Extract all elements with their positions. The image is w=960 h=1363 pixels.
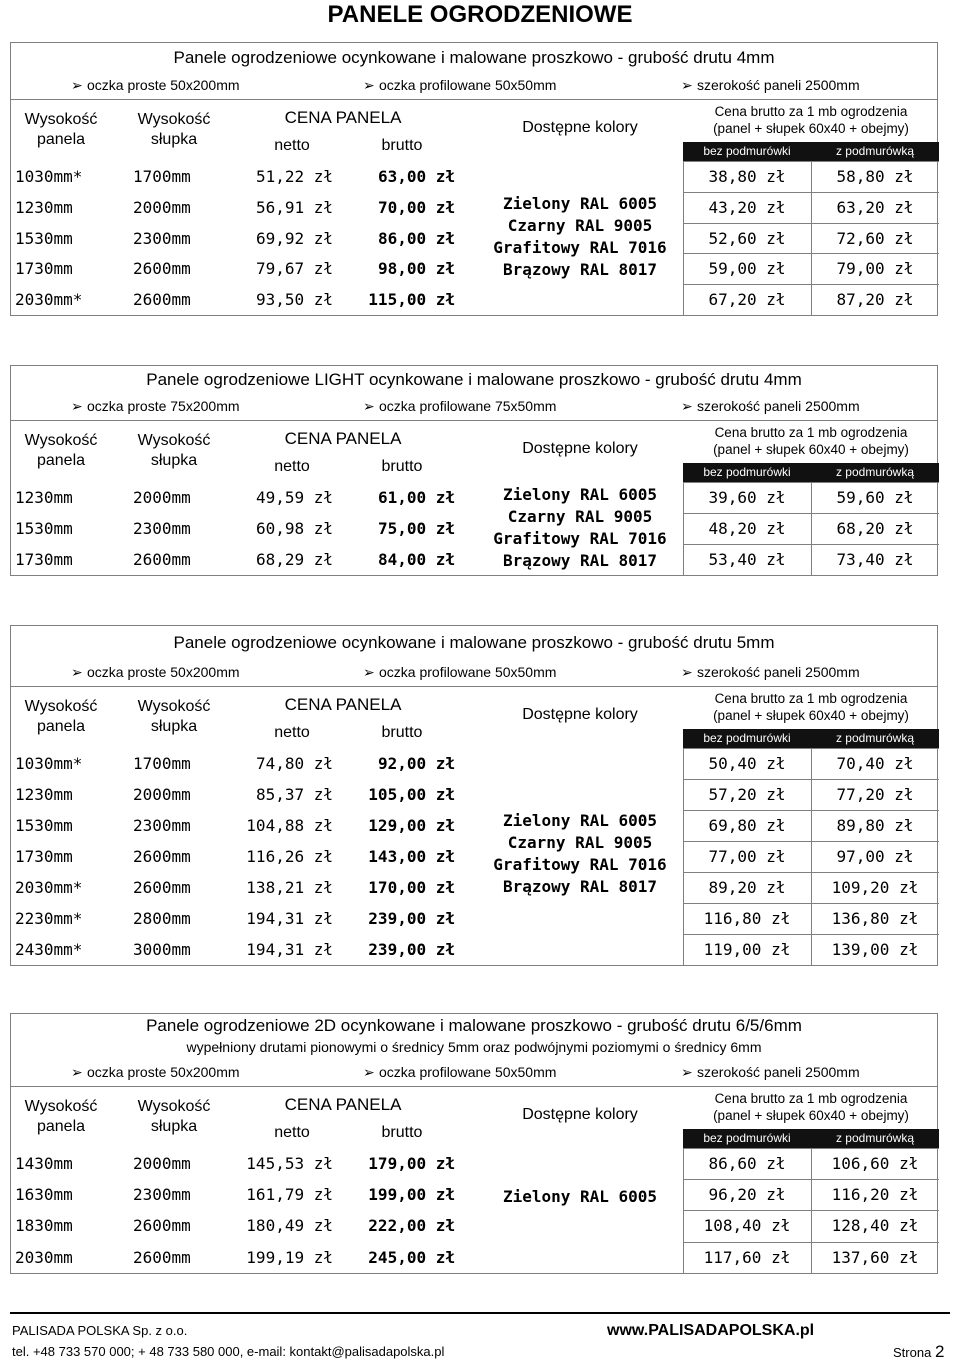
price-with-foundation: 136,80 zł bbox=[831, 909, 919, 928]
price-net: 194,31 zł bbox=[246, 940, 333, 959]
section-features bbox=[11, 394, 937, 420]
table-header bbox=[11, 686, 937, 748]
table-row bbox=[11, 748, 939, 779]
header-panel-price: CENA PANELA bbox=[284, 695, 402, 714]
table-row bbox=[11, 934, 939, 965]
price-without-foundation: 116,80 zł bbox=[703, 909, 791, 928]
price-net: 56,91 zł bbox=[255, 198, 333, 217]
feature-label: szerokość paneli 2500mm bbox=[697, 1064, 860, 1080]
arrow-bullet-icon: ➢ bbox=[363, 78, 375, 94]
feature-item bbox=[71, 77, 240, 94]
price-with-foundation: 97,00 zł bbox=[836, 847, 914, 866]
footer-page-number: Strona 2 bbox=[893, 1342, 945, 1361]
header-with-foundation: z podmurówką bbox=[835, 731, 915, 745]
panel-height: 1730mm bbox=[15, 550, 73, 569]
post-height: 3000mm bbox=[133, 940, 191, 959]
price-gross: 61,00 zł bbox=[377, 488, 455, 507]
price-net: 51,22 zł bbox=[255, 167, 333, 186]
post-height: 2600mm bbox=[133, 550, 191, 569]
feature-item bbox=[681, 77, 860, 94]
price-with-foundation: 70,40 zł bbox=[836, 754, 914, 773]
price-without-foundation: 119,00 zł bbox=[703, 940, 791, 959]
price-section bbox=[10, 1013, 938, 1274]
post-height: 2800mm bbox=[133, 909, 191, 928]
post-height: 2600mm bbox=[133, 1216, 191, 1235]
feature-item bbox=[363, 77, 556, 94]
feature-item bbox=[681, 398, 860, 415]
price-without-foundation: 59,00 zł bbox=[708, 259, 786, 278]
post-height: 2000mm bbox=[133, 488, 191, 507]
price-with-foundation: 89,80 zł bbox=[836, 816, 914, 835]
header-gross: brutto bbox=[381, 137, 423, 154]
price-with-foundation: 59,60 zł bbox=[836, 488, 914, 507]
table-row bbox=[11, 1148, 939, 1179]
table-body bbox=[11, 161, 937, 315]
price-without-foundation: 50,40 zł bbox=[708, 754, 786, 773]
header-with-foundation: z podmurówką bbox=[835, 465, 915, 479]
header-panel-price: CENA PANELA bbox=[284, 1095, 402, 1114]
post-height: 2300mm bbox=[133, 229, 191, 248]
header-post-height: Wysokość słupka bbox=[137, 111, 211, 148]
footer-divider bbox=[10, 1312, 950, 1314]
price-gross: 143,00 zł bbox=[368, 847, 455, 866]
price-gross: 98,00 zł bbox=[377, 259, 455, 278]
panel-height: 1830mm bbox=[15, 1216, 73, 1235]
feature-item bbox=[363, 398, 556, 415]
footer-contact: tel. +48 733 570 000; + 48 733 580 000, e-mail: kontakt@palisadapolska.pl bbox=[12, 1344, 445, 1359]
price-with-foundation: 128,40 zł bbox=[831, 1216, 919, 1235]
feature-item bbox=[71, 1064, 240, 1081]
grid-line bbox=[811, 161, 812, 315]
color-item: Czarny RAL 9005 bbox=[507, 507, 653, 526]
section-subtitle: wypełniony drutami pionowymi o średnicy 5mm oraz podwójnymi poziomymi o średnicy 6mm bbox=[186, 1039, 762, 1055]
price-gross: 105,00 zł bbox=[368, 785, 455, 804]
price-net: 180,49 zł bbox=[246, 1216, 333, 1235]
arrow-bullet-icon: ➢ bbox=[71, 665, 83, 681]
price-with-foundation: 73,40 zł bbox=[836, 550, 914, 569]
feature-item bbox=[71, 664, 240, 681]
available-colors bbox=[475, 1186, 685, 1208]
price-with-foundation: 77,20 zł bbox=[836, 785, 914, 804]
price-gross: 115,00 zł bbox=[368, 290, 455, 309]
price-net: 145,53 zł bbox=[246, 1154, 333, 1173]
price-gross: 179,00 zł bbox=[368, 1154, 455, 1173]
price-net: 79,67 zł bbox=[255, 259, 333, 278]
feature-item bbox=[363, 664, 556, 681]
price-section bbox=[10, 42, 938, 316]
header-panel-height: Wysokość panela bbox=[24, 432, 98, 469]
header-colors: Dostępne kolory bbox=[522, 706, 638, 723]
price-net: 68,29 zł bbox=[255, 550, 333, 569]
feature-label: szerokość paneli 2500mm bbox=[697, 398, 860, 414]
price-without-foundation: 52,60 zł bbox=[708, 229, 786, 248]
header-foundation-bar bbox=[683, 729, 939, 748]
price-net: 85,37 zł bbox=[255, 785, 333, 804]
price-net: 104,88 zł bbox=[246, 816, 333, 835]
section-features bbox=[11, 1060, 937, 1086]
arrow-bullet-icon: ➢ bbox=[71, 1065, 83, 1081]
post-height: 2600mm bbox=[133, 290, 191, 309]
header-panel-height: Wysokość panela bbox=[24, 111, 98, 148]
price-net: 49,59 zł bbox=[255, 488, 333, 507]
header-net: netto bbox=[274, 137, 310, 154]
price-with-foundation: 79,00 zł bbox=[836, 259, 914, 278]
arrow-bullet-icon: ➢ bbox=[71, 399, 83, 415]
price-without-foundation: 57,20 zł bbox=[708, 785, 786, 804]
feature-label: oczka proste 50x200mm bbox=[87, 664, 240, 680]
price-without-foundation: 117,60 zł bbox=[703, 1248, 791, 1267]
price-with-foundation: 106,60 zł bbox=[831, 1154, 919, 1173]
arrow-bullet-icon: ➢ bbox=[681, 399, 693, 415]
header-net: netto bbox=[274, 458, 310, 475]
section-title: Panele ogrodzeniowe ocynkowane i malowane proszkowo - grubość drutu 4mm bbox=[173, 48, 775, 67]
price-net: 116,26 zł bbox=[246, 847, 333, 866]
price-section bbox=[10, 365, 938, 576]
section-features bbox=[11, 73, 937, 99]
color-item: Grafitowy RAL 7016 bbox=[493, 529, 667, 548]
price-with-foundation: 72,60 zł bbox=[836, 229, 914, 248]
panel-height: 1530mm bbox=[15, 519, 73, 538]
header-with-foundation: z podmurówką bbox=[835, 144, 915, 158]
price-gross: 222,00 zł bbox=[368, 1216, 455, 1235]
available-colors bbox=[475, 193, 685, 281]
color-item: Zielony RAL 6005 bbox=[502, 194, 658, 213]
price-without-foundation: 53,40 zł bbox=[708, 550, 786, 569]
header-without-foundation: bez podmurówki bbox=[703, 465, 791, 479]
panel-height: 1530mm bbox=[15, 816, 73, 835]
panel-height: 1630mm bbox=[15, 1185, 73, 1204]
feature-item bbox=[681, 664, 860, 681]
section-title: Panele ogrodzeniowe ocynkowane i malowane proszkowo - grubość drutu 5mm bbox=[173, 633, 775, 652]
panel-height: 2030mm* bbox=[15, 290, 83, 309]
panel-height: 2030mm* bbox=[15, 878, 83, 897]
panel-height: 1730mm bbox=[15, 259, 73, 278]
header-post-height: Wysokość słupka bbox=[137, 698, 211, 735]
feature-label: oczka proste 50x200mm bbox=[87, 1064, 240, 1080]
table-header bbox=[11, 420, 937, 482]
header-panel-height: Wysokość panela bbox=[24, 698, 98, 735]
price-without-foundation: 96,20 zł bbox=[708, 1185, 786, 1204]
panel-height: 2430mm* bbox=[15, 940, 83, 959]
header-with-foundation: z podmurówką bbox=[835, 1131, 915, 1145]
section-title: Panele ogrodzeniowe 2D ocynkowane i malowane proszkowo - grubość drutu 6/5/6mm bbox=[146, 1016, 802, 1035]
feature-item bbox=[681, 1064, 860, 1081]
price-without-foundation: 108,40 zł bbox=[703, 1216, 791, 1235]
header-gross: brutto bbox=[381, 1124, 423, 1141]
post-height: 2000mm bbox=[133, 198, 191, 217]
panel-height: 1030mm* bbox=[15, 754, 83, 773]
arrow-bullet-icon: ➢ bbox=[363, 399, 375, 415]
arrow-bullet-icon: ➢ bbox=[71, 78, 83, 94]
header-price-per-meter: Cena brutto za 1 mb ogrodzenia (panel + słupek 60x40 + obejmy) bbox=[713, 1091, 909, 1123]
table-row bbox=[11, 161, 939, 192]
price-gross: 75,00 zł bbox=[377, 519, 455, 538]
price-without-foundation: 38,80 zł bbox=[708, 167, 786, 186]
price-without-foundation: 67,20 zł bbox=[708, 290, 786, 309]
page-title: PANELE OGRODZENIOWE bbox=[327, 1, 633, 28]
footer-company: PALISADA POLSKA Sp. z o.o. bbox=[12, 1323, 188, 1338]
panel-height: 1230mm bbox=[15, 488, 73, 507]
header-foundation-bar bbox=[683, 142, 939, 161]
arrow-bullet-icon: ➢ bbox=[363, 1065, 375, 1081]
price-gross: 129,00 zł bbox=[368, 816, 455, 835]
header-colors: Dostępne kolory bbox=[522, 440, 638, 457]
price-gross: 84,00 zł bbox=[377, 550, 455, 569]
panel-height: 2030mm bbox=[15, 1248, 73, 1267]
panel-height: 2230mm* bbox=[15, 909, 83, 928]
header-panel-price: CENA PANELA bbox=[284, 429, 402, 448]
price-gross: 245,00 zł bbox=[368, 1248, 455, 1267]
price-without-foundation: 48,20 zł bbox=[708, 519, 786, 538]
header-without-foundation: bez podmurówki bbox=[703, 731, 791, 745]
feature-item bbox=[363, 1064, 556, 1081]
header-colors: Dostępne kolory bbox=[522, 119, 638, 136]
post-height: 2300mm bbox=[133, 816, 191, 835]
header-without-foundation: bez podmurówki bbox=[703, 1131, 791, 1145]
post-height: 2300mm bbox=[133, 1185, 191, 1204]
post-height: 2600mm bbox=[133, 259, 191, 278]
grid-line bbox=[811, 482, 812, 575]
color-item: Grafitowy RAL 7016 bbox=[493, 855, 667, 874]
price-with-foundation: 87,20 zł bbox=[836, 290, 914, 309]
price-gross: 63,00 zł bbox=[377, 167, 455, 186]
table-header bbox=[11, 1086, 937, 1148]
price-gross: 86,00 zł bbox=[377, 229, 455, 248]
panel-height: 1230mm bbox=[15, 198, 73, 217]
price-without-foundation: 86,60 zł bbox=[708, 1154, 786, 1173]
arrow-bullet-icon: ➢ bbox=[681, 665, 693, 681]
panel-height: 1730mm bbox=[15, 847, 73, 866]
header-foundation-bar bbox=[683, 463, 939, 482]
arrow-bullet-icon: ➢ bbox=[681, 1065, 693, 1081]
price-section bbox=[10, 625, 938, 966]
price-with-foundation: 116,20 zł bbox=[831, 1185, 919, 1204]
price-without-foundation: 77,00 zł bbox=[708, 847, 786, 866]
panel-height: 1530mm bbox=[15, 229, 73, 248]
section-features bbox=[11, 660, 937, 686]
feature-label: szerokość paneli 2500mm bbox=[697, 664, 860, 680]
arrow-bullet-icon: ➢ bbox=[363, 665, 375, 681]
table-body bbox=[11, 1148, 937, 1273]
header-foundation-bar bbox=[683, 1129, 939, 1148]
color-item: Zielony RAL 6005 bbox=[502, 811, 658, 830]
price-without-foundation: 89,20 zł bbox=[708, 878, 786, 897]
color-item: Zielony RAL 6005 bbox=[502, 1187, 658, 1206]
price-net: 93,50 zł bbox=[255, 290, 333, 309]
footer-website: www.PALISADAPOLSKA.pl bbox=[607, 1322, 815, 1339]
price-with-foundation: 137,60 zł bbox=[831, 1248, 919, 1267]
price-gross: 170,00 zł bbox=[368, 878, 455, 897]
post-height: 2600mm bbox=[133, 1248, 191, 1267]
color-item: Czarny RAL 9005 bbox=[507, 833, 653, 852]
header-colors: Dostępne kolory bbox=[522, 1106, 638, 1123]
feature-label: oczka profilowane 50x50mm bbox=[379, 1064, 557, 1080]
header-gross: brutto bbox=[381, 458, 423, 475]
header-panel-height: Wysokość panela bbox=[24, 1098, 98, 1135]
header-price-per-meter: Cena brutto za 1 mb ogrodzenia (panel + słupek 60x40 + obejmy) bbox=[713, 104, 909, 136]
post-height: 1700mm bbox=[133, 754, 191, 773]
table-row bbox=[11, 284, 939, 315]
available-colors bbox=[475, 810, 685, 898]
table-row bbox=[11, 903, 939, 934]
price-gross: 239,00 zł bbox=[368, 909, 455, 928]
price-gross: 239,00 zł bbox=[368, 940, 455, 959]
price-with-foundation: 63,20 zł bbox=[836, 198, 914, 217]
price-without-foundation: 43,20 zł bbox=[708, 198, 786, 217]
grid-line bbox=[683, 1148, 684, 1273]
header-panel-price: CENA PANELA bbox=[284, 108, 402, 127]
price-net: 161,79 zł bbox=[246, 1185, 333, 1204]
post-height: 1700mm bbox=[133, 167, 191, 186]
post-height: 2600mm bbox=[133, 847, 191, 866]
price-with-foundation: 68,20 zł bbox=[836, 519, 914, 538]
price-with-foundation: 139,00 zł bbox=[831, 940, 919, 959]
price-with-foundation: 109,20 zł bbox=[831, 878, 919, 897]
table-row bbox=[11, 779, 939, 810]
table-row bbox=[11, 1210, 939, 1241]
arrow-bullet-icon: ➢ bbox=[681, 78, 693, 94]
price-net: 69,92 zł bbox=[255, 229, 333, 248]
color-item: Grafitowy RAL 7016 bbox=[493, 238, 667, 257]
header-post-height: Wysokość słupka bbox=[137, 432, 211, 469]
feature-label: oczka profilowane 50x50mm bbox=[379, 664, 557, 680]
feature-label: oczka profilowane 75x50mm bbox=[379, 398, 557, 414]
price-with-foundation: 58,80 zł bbox=[836, 167, 914, 186]
price-gross: 92,00 zł bbox=[377, 754, 455, 773]
panel-height: 1230mm bbox=[15, 785, 73, 804]
price-gross: 199,00 zł bbox=[368, 1185, 455, 1204]
feature-label: szerokość paneli 2500mm bbox=[697, 77, 860, 93]
color-item: Brązowy RAL 8017 bbox=[502, 260, 658, 279]
price-net: 194,31 zł bbox=[246, 909, 333, 928]
table-body bbox=[11, 748, 937, 965]
section-title: Panele ogrodzeniowe LIGHT ocynkowane i malowane proszkowo - grubość drutu 4mm bbox=[146, 370, 802, 389]
panel-height: 1430mm bbox=[15, 1154, 73, 1173]
table-body bbox=[11, 482, 937, 575]
price-net: 199,19 zł bbox=[246, 1248, 333, 1267]
grid-line bbox=[811, 1148, 812, 1273]
price-net: 60,98 zł bbox=[255, 519, 333, 538]
feature-label: oczka profilowane 50x50mm bbox=[379, 77, 557, 93]
header-gross: brutto bbox=[381, 724, 423, 741]
post-height: 2000mm bbox=[133, 785, 191, 804]
price-net: 138,21 zł bbox=[246, 878, 333, 897]
header-price-per-meter: Cena brutto za 1 mb ogrodzenia (panel + słupek 60x40 + obejmy) bbox=[713, 691, 909, 723]
color-item: Brązowy RAL 8017 bbox=[502, 877, 658, 896]
table-header bbox=[11, 99, 937, 161]
price-gross: 70,00 zł bbox=[377, 198, 455, 217]
panel-height: 1030mm* bbox=[15, 167, 83, 186]
color-item: Czarny RAL 9005 bbox=[507, 216, 653, 235]
price-without-foundation: 69,80 zł bbox=[708, 816, 786, 835]
price-net: 74,80 zł bbox=[255, 754, 333, 773]
header-without-foundation: bez podmurówki bbox=[703, 144, 791, 158]
feature-item bbox=[71, 398, 240, 415]
grid-line bbox=[811, 748, 812, 965]
header-net: netto bbox=[274, 724, 310, 741]
header-post-height: Wysokość słupka bbox=[137, 1098, 211, 1135]
available-colors bbox=[475, 484, 685, 572]
color-item: Zielony RAL 6005 bbox=[502, 485, 658, 504]
color-item: Brązowy RAL 8017 bbox=[502, 551, 658, 570]
post-height: 2000mm bbox=[133, 1154, 191, 1173]
header-price-per-meter: Cena brutto za 1 mb ogrodzenia (panel + słupek 60x40 + obejmy) bbox=[713, 425, 909, 457]
price-without-foundation: 39,60 zł bbox=[708, 488, 786, 507]
post-height: 2600mm bbox=[133, 878, 191, 897]
header-net: netto bbox=[274, 1124, 310, 1141]
table-row bbox=[11, 1242, 939, 1273]
feature-label: oczka proste 75x200mm bbox=[87, 398, 240, 414]
post-height: 2300mm bbox=[133, 519, 191, 538]
feature-label: oczka proste 50x200mm bbox=[87, 77, 240, 93]
